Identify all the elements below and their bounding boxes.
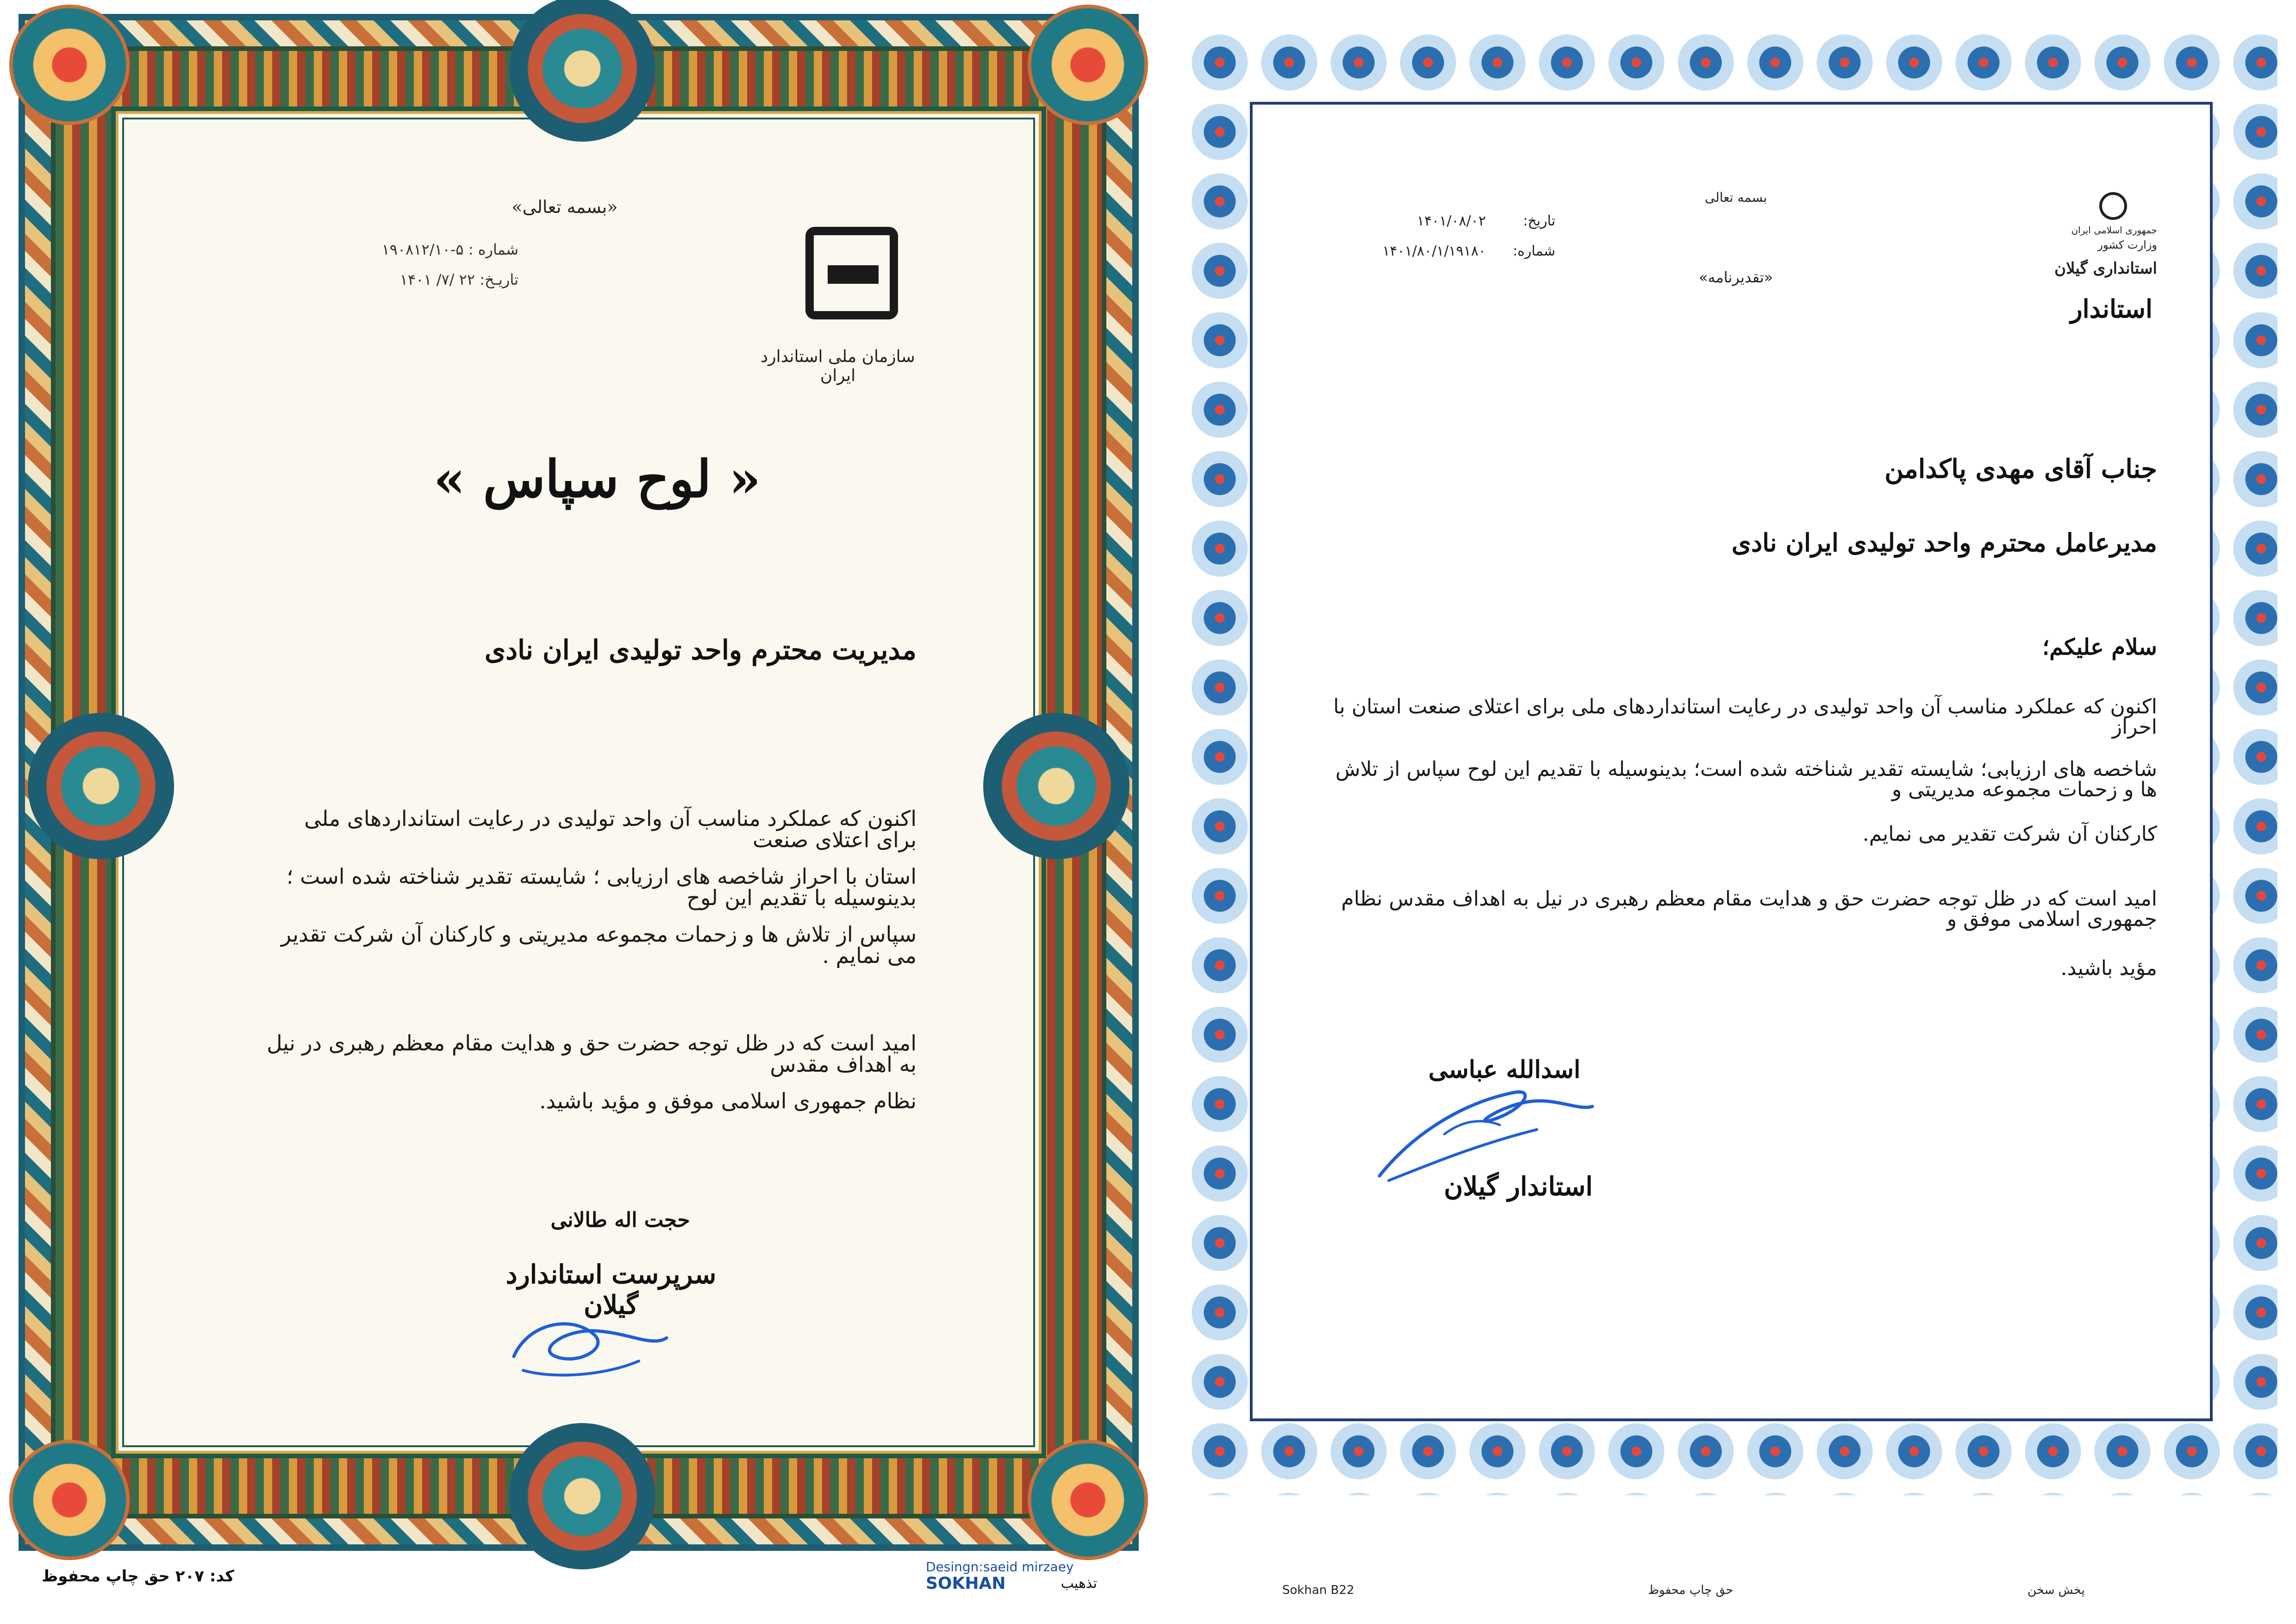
top-medallion-icon [509,0,655,142]
number-label: شماره: [1513,243,1555,259]
number-value: ۱۴۰۱/۸۰/۱/۱۹۱۸۰ [1382,243,1486,259]
bismillah: «بسمه تعالی» [512,197,618,217]
addressee-name: جناب آقای مهدی پاکدامن [1884,454,2157,484]
isiri-logo-icon [805,227,898,319]
footer-designer: Desingn:saeid mirzaey [926,1559,1074,1574]
letter-number: شماره : ۵-۱۹۰۸۱۲/۱۰ [381,241,518,258]
footer-code: کد: ۲۰۷ حق چاپ محفوظ [42,1567,234,1586]
footer-tazhib: تذهیب [1061,1575,1097,1592]
emblem-caption: وزارت کشور [2097,238,2157,251]
bottom-medallion-icon [509,1423,655,1569]
footer-copyright: حق چاپ محفوظ [1648,1583,1734,1597]
bismillah: بسمه تعالی [1704,190,1767,205]
right-certificate [1167,9,2296,1574]
body-line: امید است که در ظل توجه حضرت حق و هدایت مقام معظم رهبری در نیل به اهداف مقدس نظام جمهوری اسلامی موفق و [1341,887,2157,931]
iran-emblem-icon [2099,192,2127,220]
signature-icon [500,1296,676,1389]
date-value: ۱۴۰۱/۰۸/۰۲ [1416,213,1486,229]
footer-code: Sokhan B22 [1282,1583,1354,1597]
body-line: استان با احراز شاخصه های ارزیابی ؛ شایسته تقدیر شناخته شده است ؛ بدینوسیله با تقدیم این لوح [286,864,917,910]
addressee: مدیریت محترم واحد تولیدی ایران نادی [484,634,917,666]
left-certificate [19,14,1139,1551]
letter-date: تاریـخ: ۲۲ /۷/ ۱۴۰۱ [399,271,518,288]
signer-name: حجت اله طالانی [550,1208,690,1232]
date-label: تاریخ: [1523,213,1555,229]
body-line: اکنون که عملکرد مناسب آن واحد تولیدی در رعایت استانداردهای ملی برای اعتلای صنعت استان با احراز [1333,695,2157,739]
footer-publisher: پخش سخن [2028,1583,2085,1597]
right-medallion-icon [983,713,1129,859]
certificate-title: « لوح سپاس » [433,449,761,509]
footer-brand: SOKHAN [926,1574,1006,1593]
body-line: امید است که در ظل توجه حضرت حق و هدایت مقام معظم رهبری در نیل به اهداف مقدس [267,1031,917,1077]
certificate-title: «تقدیرنامه» [1698,269,1773,286]
body-line: نظام جمهوری اسلامی موفق و مؤید باشید. [539,1088,917,1113]
office-name: استانداری گیلان [2054,259,2157,278]
left-medallion-icon [28,713,174,859]
signer-name: اسدالله عباسی [1428,1056,1581,1084]
organization-name: سازمان ملی استاندارد ایران [761,347,915,385]
body-line: سپاس از تلاش ها و زحمات مجموعه مدیریتی و کارکنان آن شرکت تقدیر می نمایم . [281,922,917,968]
emblem-caption: جمهوری اسلامی ایران [2071,225,2157,236]
left-paper-area [111,106,1046,1458]
body-line: اکنون که عملکرد مناسب آن واحد تولیدی در رعایت استانداردهای ملی برای اعتلای صنعت [304,806,917,852]
body-line: مؤید باشید. [2060,956,2157,980]
signer-title: استاندار گیلان [1444,1171,1593,1202]
signer-title: سرپرست استاندارد گیلان [505,1259,717,1320]
office-title: استاندار [2070,294,2152,324]
greeting: سلام علیکم؛ [2042,634,2157,660]
body-line: کارکنان آن شرکت تقدیر می نمایم. [1862,822,2157,846]
addressee-position: مدیرعامل محترم واحد تولیدی ایران نادی [1731,528,2157,557]
body-line: شاخصه های ارزیابی؛ شایسته تقدیر شناخته شده است؛ بدینوسیله با تقدیم این لوح سپاس از تلاش ها و زحمات مجموعه مدیریتی و [1335,757,2157,801]
